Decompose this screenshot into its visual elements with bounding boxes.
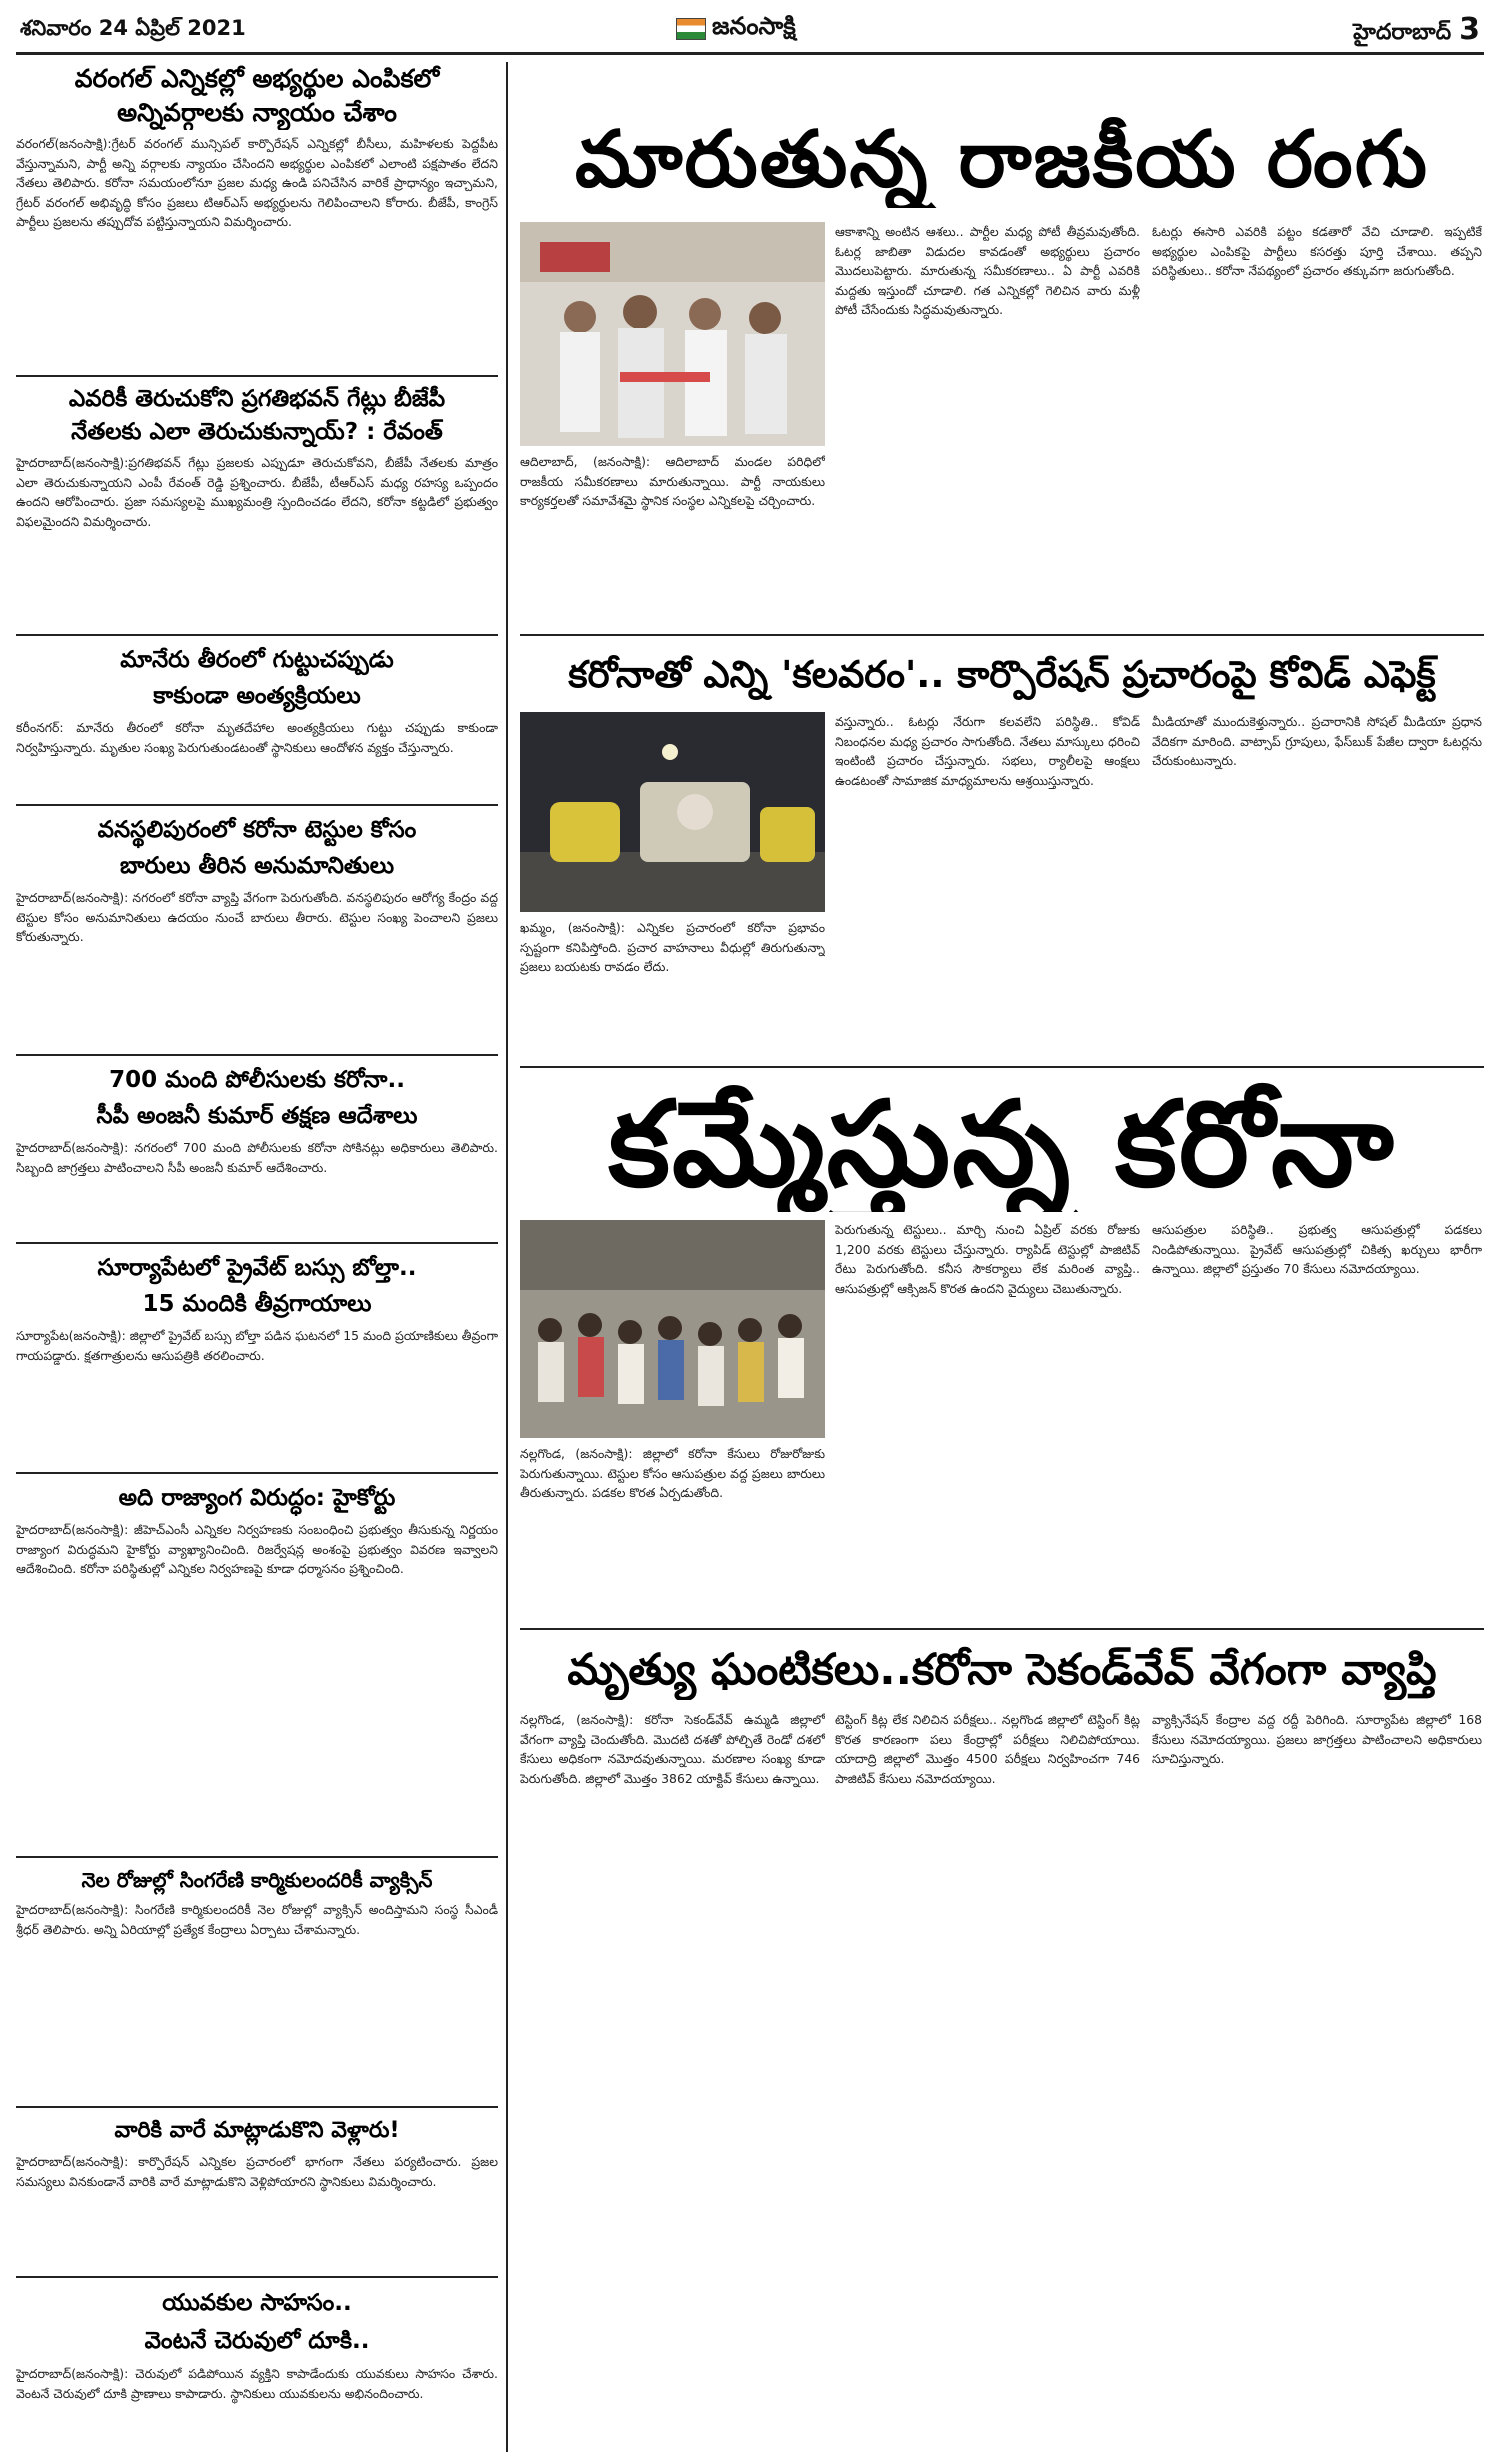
photo-caption: ఆదిలాబాద్, (జనంసాక్షి): ఆదిలాబాద్ మండల పరిధిలో రాజకీయ సమీకరణాలు మారుతున్నాయి. పార్టీ నాయకులు కార్యకర్తలతో సమావేశమై స్థానిక సంస్థల ఎన్నికలపై చర్చించారు. — [520, 454, 825, 508]
news-photo — [520, 222, 825, 446]
divider — [16, 2106, 498, 2108]
article-headline — [16, 812, 498, 884]
article-headline: కమ్మేస్తున్న కరోనా — [608, 1076, 1396, 1212]
headline-line: మానేరు తీరంలో గుట్టుచప్పుడు — [120, 647, 394, 673]
article-body: వరంగల్(జనంసాక్షి):గ్రేటర్ వరంగల్ మున్సిపల్ కార్పొరేషన్ ఎన్నికల్లో బీసీలు, మహిళలకు పెద్దపీట వేస్తున్నామని, పార్టీ అన్ని వర్గాలకు న్యాయం చేసిందని అభ్యర్థుల ఎంపికలో ఎలాంటి పక్షపాతం లేదని నేతలు తెలిపారు. కరోనా సమయంలోనూ ప్రజల మధ్య ఉండి పనిచేసిన వారికే ప్రాధాన్యం ఇచ్చామని, గ్రేటర్ వరంగల్ అభివృద్ధి కోసం ప్రజలు టిఆర్ఎస్ అభ్యర్థులను గెలిపించాలని కోరారు. బీజేపీ, కాంగ్రెస్ పార్టీలు ప్రజలను తప్పుదోవ పట్టిస్తున్నాయని విమర్శించారు. — [16, 136, 498, 229]
article-headline — [16, 1062, 498, 1134]
edition-city: హైదరాబాద్ — [1353, 20, 1452, 45]
flag-icon — [676, 18, 706, 40]
divider — [520, 1066, 1484, 1068]
left-column — [16, 62, 498, 2464]
article-body: టెస్టింగ్ కిట్ల లేక నిలిచిన పరీక్షలు.. నల్లగొండ జిల్లాలో టెస్టింగ్ కిట్ల కొరత కారణంగా పలు కేంద్రాల్లో పరీక్షలు నిలిచిపోయాయి. యాదాద్రి జిల్లాలో మొత్తం 4500 పరీక్షలు నిర్వహించగా 746 పాజిటివ్ కేసులు నమోదయ్యాయి. — [835, 1712, 1140, 1786]
headline-line: సూర్యాపేటలో ప్రైవేట్ బస్సు బోల్తా.. — [97, 1255, 417, 1281]
article-body: పెరుగుతున్న టెస్టులు.. మార్చి నుంచి ఏప్రిల్ వరకు రోజుకు 1,200 వరకు టెస్టులు చేస్తున్నారు. ర్యాపిడ్ టెస్టుల్లో పాజిటివ్ రేటు పెరుగుతోంది. కనీస సౌకర్యాలు లేక మరింత వ్యాప్తి.. ఆసుపత్రుల్లో ఆక్సిజన్ కొరత ఉందని వైద్యులు చెబుతున్నారు. — [835, 1222, 1140, 1296]
photo-test-queue — [520, 1220, 825, 1438]
issue-date: శనివారం 24 ఏప్రిల్ 2021 — [20, 16, 246, 40]
news-photo — [520, 712, 825, 912]
headline-line: 700 మంది పోలీసులకు కరోనా.. — [109, 1067, 405, 1093]
article-body: హైదరాబాద్(జనంసాక్షి): చెరువులో పడిపోయిన వ్యక్తిని కాపాడేందుకు యువకులు సాహసం చేశారు. వెంటనే చెరువులో దూకి ప్రాణాలు కాపాడారు. స్థానికులు యువకులను అభినందించారు. — [16, 2366, 498, 2401]
headline-line: ఎవరికీ తెరుచుకోని ప్రగతిభవన్ గేట్లు బీజేపీ — [68, 386, 446, 412]
divider — [16, 634, 498, 636]
headline-line: 15 మందికి తీవ్రగాయాలు — [142, 1291, 372, 1317]
article-headline — [16, 62, 498, 130]
article-body: ఆకాశాన్ని అంటిన ఆశలు.. పార్టీల మధ్య పోటీ తీవ్రమవుతోంది. ఓటర్ల జాబితా విడుదల కావడంతో అభ్యర్థులు ప్రచారం మొదలుపెట్టారు. మారుతున్న సమీకరణాలు.. ఏ పార్టీ ఎవరికి మద్దతు ఇస్తుందో చూడాలి. గత ఎన్నికల్లో గెలిచిన వారు మళ్లీ పోటీ చేసేందుకు సిద్ధమవుతున్నారు. — [835, 224, 1140, 317]
article-body: సూర్యాపేట(జనంసాక్షి): జిల్లాలో ప్రైవేట్ బస్సు బోల్తా పడిన ఘటనలో 15 మంది ప్రయాణికులు తీవ్రంగా గాయపడ్డారు. క్షతగాత్రులను ఆసుపత్రికి తరలించారు. — [16, 1328, 498, 1363]
divider — [16, 1856, 498, 1858]
article-headline: నెల రోజుల్లో సింగరేణి కార్మికులందరికీ వ్యాక్సిన్ — [81, 1868, 433, 1892]
article-headline — [16, 1250, 498, 1322]
article-body: హైదరాబాద్(జనంసాక్షి): నగరంలో కరోనా వ్యాప్తి వేగంగా పెరుగుతోంది. వనస్థలిపురం ఆరోగ్య కేంద్రం వద్ద టెస్టుల కోసం అనుమానితులు ఉదయం నుంచే బారులు తీరారు. టెస్టుల సంఖ్య పెంచాలని ప్రజలు కోరుతున్నారు. — [16, 890, 498, 944]
divider — [16, 804, 498, 806]
headline-line: వెంటనే చెరువులో దూకి.. — [144, 2328, 370, 2354]
photo-caption: ఖమ్మం, (జనంసాక్షి): ఎన్నికల ప్రచారంలో కరోనా ప్రభావం స్పష్టంగా కనిపిస్తోంది. ప్రచార వాహనాలు వీధుల్లో తిరుగుతున్నా ప్రజలు బయటకు రావడం లేదు. — [520, 920, 825, 974]
article-headline — [16, 383, 498, 449]
article-headline: వారికి వారే మాట్లాడుకొని వెళ్లారు! — [114, 2118, 400, 2143]
article-headline — [16, 642, 498, 714]
article-body: ఓటర్లు ఈసారి ఎవరికి పట్టం కడతారో వేచి చూడాలి. ఇప్పటికే అభ్యర్థుల ఎంపికపై పార్టీలు కసరత్తు పూర్తి చేశాయి. తప్పని పరిస్థితులు.. కరోనా నేపథ్యంలో ప్రచారం తక్కువగా జరుగుతోంది. — [1152, 224, 1482, 278]
divider — [16, 1054, 498, 1056]
headline-line: నేతలకు ఎలా తెరుచుకున్నాయ్‌? : రేవంత్ — [71, 419, 443, 445]
headline-line: సీపీ అంజనీ కుమార్ తక్షణ ఆదేశాలు — [96, 1103, 418, 1129]
masthead — [16, 8, 1484, 55]
headline-line: వనస్థలిపురంలో కరోనా టెస్టుల కోసం — [97, 817, 417, 843]
article-headline: కరోనాతో ఎన్ని 'కలవరం'.. కార్పొరేషన్ ప్రచారంపై కోవిడ్ ఎఫెక్ట్ — [568, 653, 1436, 696]
article-body: హైదరాబాద్(జనంసాక్షి):ప్రగతిభవన్ గేట్లు ప్రజలకు ఎప్పుడూ తెరుచుకోవని, బీజేపీ నేతలకు మాత్రం ఎలా తెరుచుకున్నాయని ఎంపీ రేవంత్ రెడ్డి ప్రశ్నించారు. బీజేపీ, టీఆర్ఎస్ మధ్య రహస్య ఒప్పందం ఉందని ఆరోపించారు. ప్రజా సమస్యలపై ముఖ్యమంత్రి స్పందించడం లేదని, కరోనా కట్టడిలో ప్రభుత్వం విఫలమైందని విమర్శించారు. — [16, 455, 498, 529]
headline-line: వరంగల్ ఎన్నికల్లో అభ్యర్థుల ఎంపికలో — [74, 64, 440, 93]
edition-info — [1353, 12, 1480, 50]
article-headline — [16, 2284, 498, 2360]
page-number: 3 — [1459, 12, 1480, 47]
divider — [16, 375, 498, 377]
article-body: ఆసుపత్రుల పరిస్థితి.. ప్రభుత్వ ఆసుపత్రుల్లో పడకలు నిండిపోతున్నాయి. ప్రైవేట్ ఆసుపత్రుల్లో చికిత్స ఖర్చులు భారీగా ఉన్నాయి. జిల్లాలో ప్రస్తుతం 70 కేసులు నమోదయ్యాయి. — [1152, 1222, 1482, 1276]
article-body: వస్తున్నారు.. ఓటర్లు నేరుగా కలవలేని పరిస్థితి.. కోవిడ్ నిబంధనల మధ్య ప్రచారం సాగుతోంది. నేతలు మాస్కులు ధరించి ఇంటింటి ప్రచారం చేస్తున్నారు. సభలు, ర్యాలీలపై ఆంక్షలు ఉండటంతో సామాజిక మాధ్యమాలను ఆశ్రయిస్తున్నారు. — [835, 714, 1140, 788]
divider — [520, 1628, 1484, 1630]
article-body: నల్లగొండ, (జనంసాక్షి): కరోనా సెకండ్‌వేవ్ ఉమ్మడి జిల్లాలో వేగంగా వ్యాప్తి చెందుతోంది. మొదటి దశతో పోల్చితే రెండో దశలో కేసులు అధికంగా నమోదవుతున్నాయి. మరణాల సంఖ్య కూడా పెరుగుతోంది. జిల్లాలో మొత్తం 3862 యాక్టివ్ కేసులు ఉన్నాయి. — [520, 1712, 825, 1786]
headline-line: బారులు తీరిన అనుమానితులు — [119, 853, 395, 879]
article-body: వ్యాక్సినేషన్ కేంద్రాల వద్ద రద్దీ పెరిగింది. సూర్యాపేట జిల్లాలో 168 కేసులు నమోదయ్యాయి. ప్రజలు జాగ్రత్తలు పాటించాలని అధికారులు సూచిస్తున్నారు. — [1152, 1712, 1482, 1766]
column-divider — [506, 62, 508, 2452]
divider — [16, 2276, 498, 2278]
article-body: హైదరాబాద్(జనంసాక్షి): నగరంలో 700 మంది పోలీసులకు కరోనా సోకినట్లు అధికారులు తెలిపారు. సిబ్బంది జాగ్రత్తలు పాటించాలని సీపీ అంజనీ కుమార్ ఆదేశించారు. — [16, 1140, 498, 1175]
article-body: కరీంనగర్: మానేరు తీరంలో కరోనా మృతదేహాల అంత్యక్రియలు గుట్టు చప్పుడు కాకుండా నిర్వహిస్తున్నారు. మృతుల సంఖ్య పెరుగుతుండటంతో స్థానికులు ఆందోళన వ్యక్తం చేస్తున్నారు. — [16, 720, 498, 755]
article-body: హైదరాబాద్(జనంసాక్షి): జీహెచ్ఎంసీ ఎన్నికల నిర్వహణకు సంబంధించి ప్రభుత్వం తీసుకున్న నిర్ణయం రాజ్యాంగ విరుద్ధమని హైకోర్టు వ్యాఖ్యానించింది. రిజర్వేషన్ల అంశంపై ప్రభుత్వం వివరణ ఇవ్వాలని ఆదేశించింది. కరోనా పరిస్థితుల్లో ఎన్నికల నిర్వహణపై కూడా ధర్మాసనం ప్రశ్నించింది. — [16, 1522, 498, 1576]
divider — [520, 634, 1484, 636]
article-body: మీడియాతో ముందుకెళ్తున్నారు.. ప్రచారానికి సోషల్ మీడియా ప్రధాన వేదికగా మారింది. వాట్సాప్ గ్రూపులు, ఫేస్‌బుక్ పేజీల ద్వారా ఓటర్లను చేరుకుంటున్నారు. — [1152, 714, 1482, 768]
news-photo — [520, 1220, 825, 1438]
newspaper-logo — [676, 12, 796, 46]
divider — [16, 1242, 498, 1244]
photo-caption: నల్లగొండ, (జనంసాక్షి): జిల్లాలో కరోనా కేసులు రోజురోజుకు పెరుగుతున్నాయి. టెస్టుల కోసం ఆసుపత్రుల వద్ద ప్రజలు బారులు తీరుతున్నారు. పడకల కొరత ఏర్పడుతోంది. — [520, 1446, 825, 1500]
article-headline: మృత్యు ఘంటికలు..కరోనా సెకండ్‌వేవ్ వేగంగా వ్యాప్తి — [567, 1645, 1437, 1695]
divider — [16, 1472, 498, 1474]
logo-text: జనంసాక్షి — [712, 12, 796, 40]
photo-campaign-vehicle — [520, 712, 825, 912]
lead-headline: మారుతున్న రాజకీయ రంగు — [574, 115, 1430, 205]
article-body: హైదరాబాద్(జనంసాక్షి): సింగరేణి కార్మికులందరికీ నెల రోజుల్లో వ్యాక్సిన్ అందిస్తామని సంస్థ సీఎండీ శ్రీధర్ తెలిపారు. అన్ని ఏరియాల్లో ప్రత్యేక కేంద్రాలు ఏర్పాటు చేశామన్నారు. — [16, 1902, 498, 1937]
article-body: హైదరాబాద్(జనంసాక్షి): కార్పొరేషన్ ఎన్నికల ప్రచారంలో భాగంగా నేతలు పర్యటించారు. ప్రజల సమస్యలు వినకుండానే వారికి వారే మాట్లాడుకొని వెళ్లిపోయారని స్థానికులు విమర్శించారు. — [16, 2154, 498, 2189]
headline-line: యువకుల సాహసం.. — [162, 2290, 352, 2316]
article-headline: అది రాజ్యాంగ విరుద్ధం: హైకోర్టు — [118, 1485, 396, 1511]
headline-line: కాకుండా అంత్యక్రియలు — [153, 683, 361, 709]
headline-line: అన్నివర్గాలకు న్యాయం చేశాం — [117, 98, 397, 127]
photo-political-meeting — [520, 222, 825, 446]
